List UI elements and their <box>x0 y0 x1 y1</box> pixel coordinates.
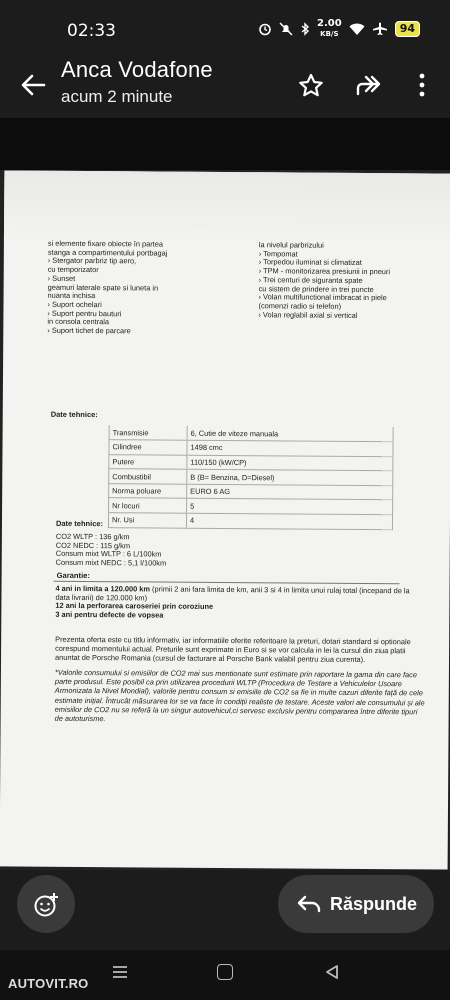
feature-line: › TPM - monitorizarea presiunii in pneuri <box>258 266 391 277</box>
table-row: Nr. Usi 4 <box>108 513 392 530</box>
emissions-heading: Date tehnice: <box>55 518 104 529</box>
feature-line: cu temporizator <box>47 264 99 275</box>
feature-line: (comenzi radio si telefon) <box>258 301 342 311</box>
guarantee-block: 4 ani in limita a 120.000 km (primii 2 ani fara limita de km, anii 3 si 4 in limita unui rulaj total (incepand de la data livrarii) de 120.000 km) 12 ani la perforarea caroseriei prin coroziune 3 ani pentru defecte de vopsea <box>55 583 410 620</box>
feature-line: › Suport pentru bauturi <box>47 308 122 318</box>
status-bar <box>0 0 450 60</box>
emissions-disclaimer: *Valorile consumului si emisiilor de CO2 mai sus mentionate sunt estimate prin raportare la gama din care face parte produsul. Este posibil ca prin utilizarea procedurii WLTP (Procedura de Testare a Vehiculelor Usoare Armonizata la Nivel Mondial), valorile pentru consum si emisiile de CO2 sa fie in multe cazuri diferite față de cele estimate inițial. Întrucât măsurarea lor se va face în condiții realiste de testare. Aceste valori ale consumului și ale emisiilor de CO2 nu se referă la un singur autovehicul,ci servesc exclusiv pentru compararea între diferite tipuri de autoturisme. <box>54 667 425 724</box>
table-row: Nr locuri 5 <box>109 498 393 515</box>
tech-heading: Date tehnice: <box>50 409 98 420</box>
features-left-column <box>47 240 188 337</box>
reply-label: Răspunde <box>330 893 418 914</box>
table-row: Cilindree 1498 cmc <box>109 440 393 457</box>
feature-line: › Volan reglabil axial si vertical <box>258 309 358 320</box>
feature-line: nuanta inchisa <box>47 290 96 301</box>
feature-line: in consola centrala <box>47 317 110 327</box>
net-speed: 2.00 KB/S <box>317 18 342 38</box>
feature-line: cu sistem de prindere in trei puncte <box>258 283 374 294</box>
image-viewer[interactable] <box>0 118 450 870</box>
mute-icon <box>279 22 293 36</box>
system-nav-bar <box>0 950 450 1000</box>
offer-disclaimer: Prezenta oferta este cu titlu informativ, iar informatiile oferite referitoare la preturi, dotari standard si optionale corespund momentului actual. Preturile sunt exprimate in Euro si se vor calcula in lei la cursul din ziua platii anuntat de Porsche Romania (cursul de facturare al Porsche Bank valabil pentru ziua curenta). <box>55 634 411 665</box>
features-right-column <box>258 241 429 321</box>
table-row: Transmisie 6, Cutie de viteze manuala <box>109 425 393 442</box>
feature-line: si elemente fixare obiecte în partea <box>47 238 164 249</box>
recent-apps-icon[interactable] <box>112 965 128 979</box>
app-bar <box>0 57 450 118</box>
nav-back-icon[interactable] <box>325 964 339 980</box>
sender-name: Anca Vodafone <box>61 57 213 82</box>
feature-line: › Tempomat <box>258 248 298 259</box>
feature-line: la nivelul parbrizului <box>258 240 324 250</box>
message-time: acum 2 minute <box>61 87 173 106</box>
watermark: AUTOVIT.RO <box>8 976 89 991</box>
feature-line: › Torpedou iluminat si climatizat <box>258 257 362 268</box>
status-icons <box>258 19 420 39</box>
guarantee-heading: Garantie: <box>56 570 90 581</box>
bottom-action-bar <box>0 870 450 950</box>
forward-icon[interactable] <box>355 72 385 100</box>
reply-icon <box>296 893 322 915</box>
feature-line: › Trei centuri de siguranta spate <box>258 275 363 285</box>
airplane-icon <box>372 22 388 36</box>
emissions-list: CO2 WLTP : 136 g/km CO2 NEDC : 115 g/km Consum mixt WLTP : 6 L/100km Consum mixt NEDC : 5,1 l/100km <box>55 531 167 568</box>
star-icon[interactable] <box>297 72 325 100</box>
feature-line: geamuri laterale spate si luneta in <box>47 282 159 293</box>
home-icon[interactable] <box>217 964 233 980</box>
tech-table <box>108 425 394 530</box>
add-reaction-button[interactable] <box>17 875 75 933</box>
more-vert-icon[interactable] <box>414 70 430 100</box>
feature-line: › Suport tichet de parcare <box>47 325 131 336</box>
feature-line: › Sunset <box>47 273 76 283</box>
reply-button[interactable] <box>278 875 434 933</box>
table-row: Norma poluare EURO 6 AG <box>109 484 393 501</box>
back-arrow-icon[interactable] <box>16 68 50 102</box>
wifi-icon <box>349 23 365 36</box>
table-row: Putere 110/150 (kW/CP) <box>109 454 393 471</box>
bluetooth-icon <box>300 22 310 36</box>
table-row: Combustibil B (B= Benzina, D=Diesel) <box>109 469 393 486</box>
document-photo <box>0 170 450 869</box>
alarm-icon <box>258 22 272 36</box>
feature-line: stanga a compartimentului portbagaj <box>47 247 168 258</box>
feature-line: › Suport ochelari <box>47 299 102 310</box>
add-reaction-icon <box>17 875 75 933</box>
feature-line: › Stergator parbriz tip aero, <box>47 256 137 266</box>
feature-line: › Volan multifunctional imbracat in piele <box>258 292 387 303</box>
battery-indicator: 94 <box>395 21 420 37</box>
clock: 02:33 <box>67 21 116 41</box>
